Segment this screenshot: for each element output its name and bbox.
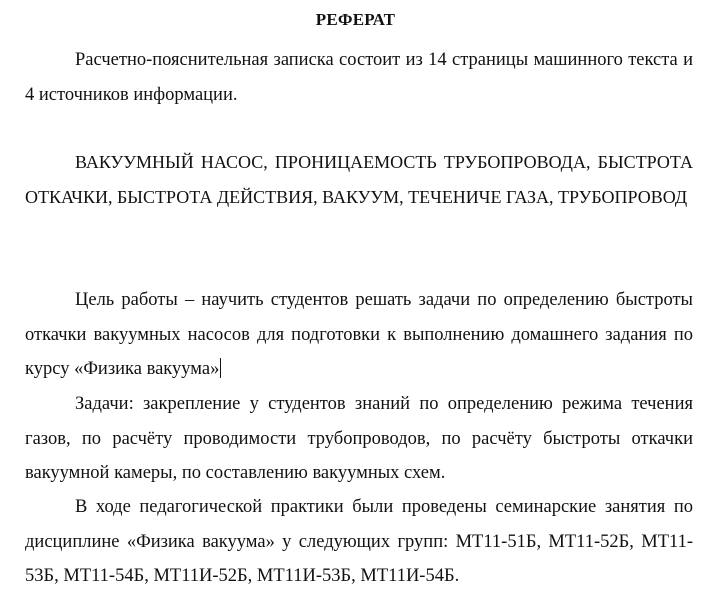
document-title: РЕФЕРАТ (315, 10, 396, 29)
tasks-paragraph[interactable]: Задачи: закрепление у студентов знаний по определению режима течения газов, по расчёту проводимости трубопроводов, по расчёту быстроты откачки вакуумной камеры, по составлению вакуумных схем. (25, 394, 693, 483)
goal-text: Цель работы – научить студентов решать задачи по определению быстроты откачки вакуумных насосов для подготовки к выполнению домашнего задания по курсу «Физика вакуума» (25, 290, 693, 379)
intro-paragraph[interactable]: Расчетно-пояснительная записка состоит из 14 страницы машинного текста и 4 источников информации. (25, 50, 693, 105)
practice-paragraph[interactable]: В ходе педагогической практики были проведены семинарские занятия по дисциплине «Физика вакуума» у следующих групп: МТ11-51Б, МТ11-52Б, МТ11-53Б, МТ11-54Б, МТ11И-52Б, МТ11И-53Б, МТ11И-54Б. (25, 497, 693, 586)
text-cursor (220, 358, 221, 378)
goal-paragraph[interactable] (25, 283, 693, 387)
keywords-paragraph[interactable]: ВАКУУМНЫЙ НАСОС, ПРОНИЦАЕМОСТЬ ТРУБОПРОВОДА, БЫСТРОТА ОТКАЧКИ, БЫСТРОТА ДЕЙСТВИЯ, ВАКУУМ, ТЕЧЕНИЧЕ ГАЗА, ТРУБОПРОВОД (25, 152, 693, 207)
